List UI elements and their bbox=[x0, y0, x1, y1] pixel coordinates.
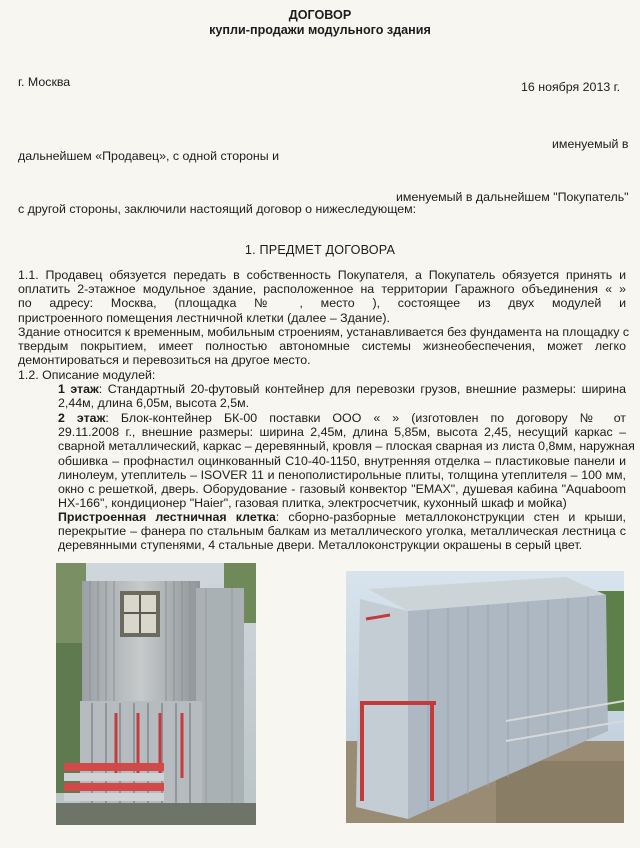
text-line: перекрытие – фанера по стальным балкам из металлического уголка, металлическая лестница с bbox=[58, 524, 626, 539]
text-line: Здание относится к временным, мобильным строениям, устанавливается без фундамента на площадку с bbox=[18, 325, 630, 339]
building-photo-front bbox=[56, 563, 256, 825]
text-line: окно с решеткой, дверь. Оборудование - газовый конвектор "ЕМАХ", душевая кабина "Aquaboom bbox=[58, 482, 626, 497]
contract-date: 16 ноября 2013 г. bbox=[521, 80, 621, 94]
floor-2-description bbox=[58, 411, 635, 511]
text-line: линолеум, утеплитель – ISOVER 11 и пенополистирольные плиты, толщина утеплителя – 100 мм, bbox=[58, 467, 626, 482]
text-line: 1.1. Продавец обязуется передать в собственность Покупателя, а Покупатель обязуется принять и bbox=[18, 268, 626, 282]
text-line: НХ-166", кондиционер "Haier", газовая плитка, электросчетчик, кухонный шкаф и мойка) bbox=[58, 496, 567, 511]
building-photo-side bbox=[346, 571, 624, 823]
paragraph-1-2: 1.2. Описание модулей: bbox=[18, 368, 156, 382]
stairwell-label: Пристроенная лестничная клетка bbox=[58, 510, 276, 524]
document-title: ДОГОВОР bbox=[288, 8, 352, 22]
stairwell-description bbox=[58, 510, 626, 553]
text-line: демонтироваться и перевозиться на другое место. bbox=[18, 353, 311, 368]
text-line: оплатить 2-этажное модульное здание, расположенное на территории Гаражного объединения « » bbox=[18, 282, 626, 297]
text-line: 29.11.2008 г., внешние размеры: ширина 2,45м, длина 5,85м, высота 2,45, несущий каркас – bbox=[58, 425, 626, 440]
seller-line: дальнейшем «Продавец», с одной стороны и bbox=[18, 149, 279, 163]
text-line: Пристроенная лестничная клетка: сборно-разборные металлоконструкции стен и крыши, bbox=[58, 510, 627, 524]
text-line: деревянными ступенями, 4 стальные двери. Металлоконструкции окрашены в серый цвет. bbox=[58, 538, 583, 553]
paragraph-1-1 bbox=[18, 268, 626, 325]
text-line: пристроенного помещения лестничной клетки (далее – Здание). bbox=[18, 310, 390, 325]
seller-tail: именуемый в bbox=[552, 137, 629, 151]
text-line: 1 этаж: Стандартный 20-футовый контейнер для перевозки грузов, внешние размеры: ширина bbox=[58, 382, 626, 396]
buyer-tail: именуемый в дальнейшем "Покупатель" bbox=[396, 190, 629, 204]
city: г. Москва bbox=[18, 75, 71, 89]
paragraph-building-type bbox=[18, 325, 630, 368]
text-line: сварной металлический, каркас – деревянный, кровля – плоская сварная из листа 0,8мм, наружная bbox=[58, 439, 635, 454]
buyer-line: с другой стороны, заключили настоящий договор о нижеследующем: bbox=[18, 202, 417, 216]
floor-1-label: 1 этаж bbox=[58, 382, 99, 396]
section-heading: 1. ПРЕДМЕТ ДОГОВОРА bbox=[244, 243, 396, 257]
text-line: по адресу: Москва, (площадка № , место ), состоящее из двух модулей и bbox=[18, 296, 626, 311]
text-line: обшивка – профнастил оцинкованный С10-40-1150, внутренняя отделка – пластиковые панели и bbox=[58, 453, 626, 468]
floor-1-description bbox=[58, 382, 626, 410]
text-line: 2,44м, длина 6,05м, высота 2,5м. bbox=[58, 396, 250, 411]
text-line: 2 этаж: Блок-контейнер БК-00 поставки ООО « » (изготовлен по договору № от bbox=[58, 411, 626, 425]
text-line: твердым покрытием, имеет полностью автономные системы жизнеобеспечения, может легко bbox=[18, 339, 626, 354]
document-subtitle: купли-продажи модульного здания bbox=[209, 23, 431, 37]
floor-2-label: 2 этаж bbox=[58, 411, 106, 425]
